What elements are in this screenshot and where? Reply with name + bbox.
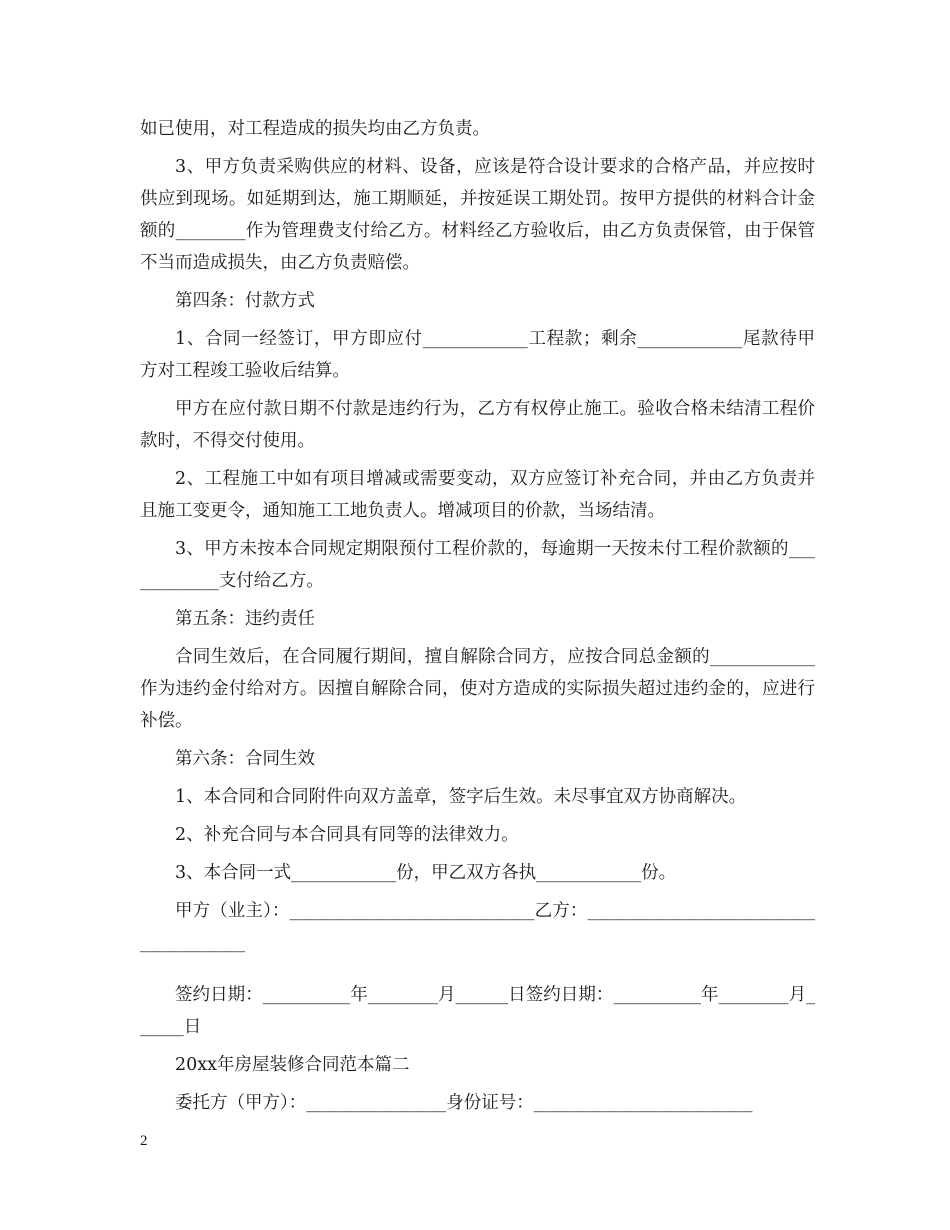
paragraph-p12: 2、补充合同与本合同具有同等的法律效力。: [175, 825, 519, 845]
paragraph-p13: 3、本合同一式____________份，甲乙双方各执____________份。: [175, 863, 677, 883]
paragraph-p2: 3、甲方负责采购供应的材料、设备，应该是符合设计要求的合格产品，并应按时供应到现场。如延期到达，施工期顺延，并按延误工期处罚。按甲方提供的材料合计金额的________作为管理费支付给乙方。材料经乙方验收后，由乙方负责保管，由于保管不当而造成损失，由乙方负责赔偿。: [140, 157, 815, 273]
page-number: 2: [140, 1133, 148, 1149]
document-body: [140, 113, 815, 1125]
signature-line-dates: 签约日期：__________年________月______日签约日期：__________年________月______日: [140, 985, 815, 1037]
paragraph-p6: 2、工程施工中如有项目增减或需要变动，双方应签订补充合同，并由乙方负责并且施工变更令，通知施工工地负责人。增减项目的价款，当场结清。: [140, 469, 815, 521]
section-heading-liability: 第五条：违约责任: [175, 609, 315, 629]
section-heading-payment: 第四条：付款方式: [175, 291, 315, 311]
section-heading-effective: 第六条：合同生效: [175, 749, 315, 769]
paragraph-p5: 甲方在应付款日期不付款是违约行为，乙方有权停止施工。验收合格未结清工程价款时，不得交付使用。: [140, 399, 815, 451]
signature-line-parties: 甲方（业主）：____________________________乙方：______________________________________: [140, 901, 815, 953]
paragraph-p1: 如已使用，对工程造成的损失均由乙方负责。: [140, 119, 490, 139]
document-subtitle-part-two: 20xx年房屋装修合同范本篇二: [175, 1055, 410, 1075]
paragraph-p4: 1、合同一经签订，甲方即应付____________工程款；剩余____________尾款待甲方对工程竣工验收后结算。: [140, 329, 815, 381]
spacer: [140, 965, 815, 979]
paragraph-p11: 1、本合同和合同附件向双方盖章，签字后生效。未尽事宜双方协商解决。: [175, 787, 747, 807]
paragraph-p17: 委托方（甲方）：________________身份证号：_________________________: [175, 1093, 753, 1113]
paragraph-p9: 合同生效后，在合同履行期间，擅自解除合同方，应按合同总金额的____________作为违约金付给对方。因擅自解除合同，使对方造成的实际损失超过违约金的，应进行补偿。: [140, 647, 815, 731]
paragraph-p7: 3、甲方未按本合同规定期限预付工程价款的，每逾期一天按未付工程价款额的____________支付给乙方。: [140, 539, 815, 591]
